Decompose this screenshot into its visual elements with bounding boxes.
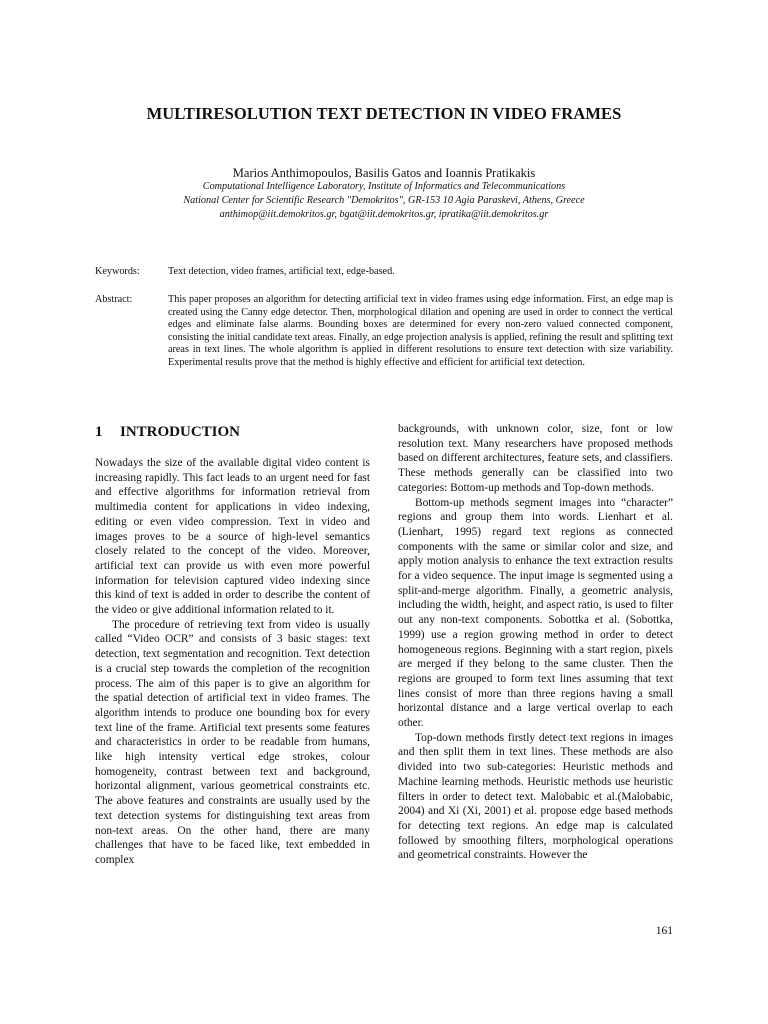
paragraph: backgrounds, with unknown color, size, font or low resolution text. Many researchers have proposed methods based on different architectures, feature sets, and classifiers. These methods generally can be classified into two categories: Bottom-up methods and Top-down methods. [398,423,673,494]
paragraph: Nowadays the size of the available digital video content is increasing rapidly. This fact leads to an urgent need for fast and effective algorithms for information retrieval from multimedia content for applications in video indexing, editing or even video compression. Text in video and images proves to be a source of high-level semantics closely related to the concept of the video. Moreover, artificial text can provide us with even more powerful information for television captured video indexing since this kind of text is added in order to describe the content of the video or give additional information related to it. [95,457,370,617]
page-number: 161 [655,925,673,937]
paragraph: Bottom-up methods segment images into “character” regions and group them into words. Lienhart et al. (Lienhart, 1995) regard text regions as connected components with the same or similar color and size, and apply motion analysis to enhance the text extraction results for a video sequence. The input image is segmented using a split-and-merge algorithm. Finally, a geometric analysis, including the width, height, and aspect ratio, is used to filter out any non-text components. Sobottka et al. (Sobottka, 1999) use a region growing method in order to detect homogeneous regions. Beginning with a start region, pixels are merged if they belong to the same cluster. Then the regions are grouped to form text lines assuming that text lines consist of more than three regions having a small horizontal distance and a large vertical overlap to each other. [398,496,673,730]
paper-title: MULTIRESOLUTION TEXT DETECTION IN VIDEO FRAMES [146,104,622,123]
abstract-text: This paper proposes an algorithm for detecting artificial text in video frames using edge information. First, an edge map is created using the Canny edge detector. Then, morphological dilation and opening are used in order to connect the vertical edges and eliminate false alarms. Bounding boxes are determined for every non-zero valued connected component, consisting the initial candidate text areas. Finally, an edge projection analysis is applied, refining the result and splitting text areas in text lines. The whole algorithm is applied in different resolutions to ensure text detection with size variability. Experimental results prove that the method is highly effective and efficient for artificial text detection. [168,294,673,368]
author-list: Marios Anthimopoulos, Basilis Gatos and Ioannis Pratikakis [232,166,536,180]
author-emails: anthimop@iit.demokritos.gr, bgat@iit.demokritos.gr, ipratika@iit.demokritos.gr [219,209,549,220]
left-column [95,456,370,868]
keywords-label: Keywords: [95,266,140,277]
right-column [398,422,673,863]
keywords-text: Text detection, video frames, artificial text, edge-based. [168,266,395,277]
abstract-label: Abstract: [95,294,133,305]
paragraph: The procedure of retrieving text from video is usually called “Video OCR” and consists of 3 basic stages: text detection, text segmentation and recognition. Text detection is a crucial step towards the completion of the recognition process. The aim of this paper is to give an algorithm for the spatial detection of artificial text in video frames. The algorithm intends to produce one bounding box for every text line of the frame. Artificial text presents some features and characteristics in order to be readable from humans, like high intensity vertical edge strokes, colour homogeneity, contrast between text and background, horizontal alignment, various geometrical constraints etc. The above features and constraints are usually used by the text detection systems for distinguishing text areas from non-text areas. On the other hand, there are many challenges that have to be faced like, text embedded in complex [95,618,370,866]
section-heading [95,424,240,441]
affiliation-line-1: Computational Intelligence Laboratory, Institute of Informatics and Telecommunications [202,181,566,192]
affiliation-line-2: National Center for Scientific Research "Demokritos", GR-153 10 Agia Paraskevi, Athens, Greece [183,195,585,206]
paragraph: Top-down methods firstly detect text regions in images and then split them in text lines. These methods are also divided into two sub-categories: Heuristic methods and Machine learning methods. Heuristic methods use heuristic filters in order to detect text. Malobabic et al.(Malobabic, 2004) and Xi (Xi, 2001) et al. propose edge based methods for detecting text regions. An edge map is calculated followed by smoothing filters, morphological operations and geometrical constraints. However the [398,731,673,862]
section-number: 1 [95,424,103,440]
section-title: INTRODUCTION [120,424,241,440]
